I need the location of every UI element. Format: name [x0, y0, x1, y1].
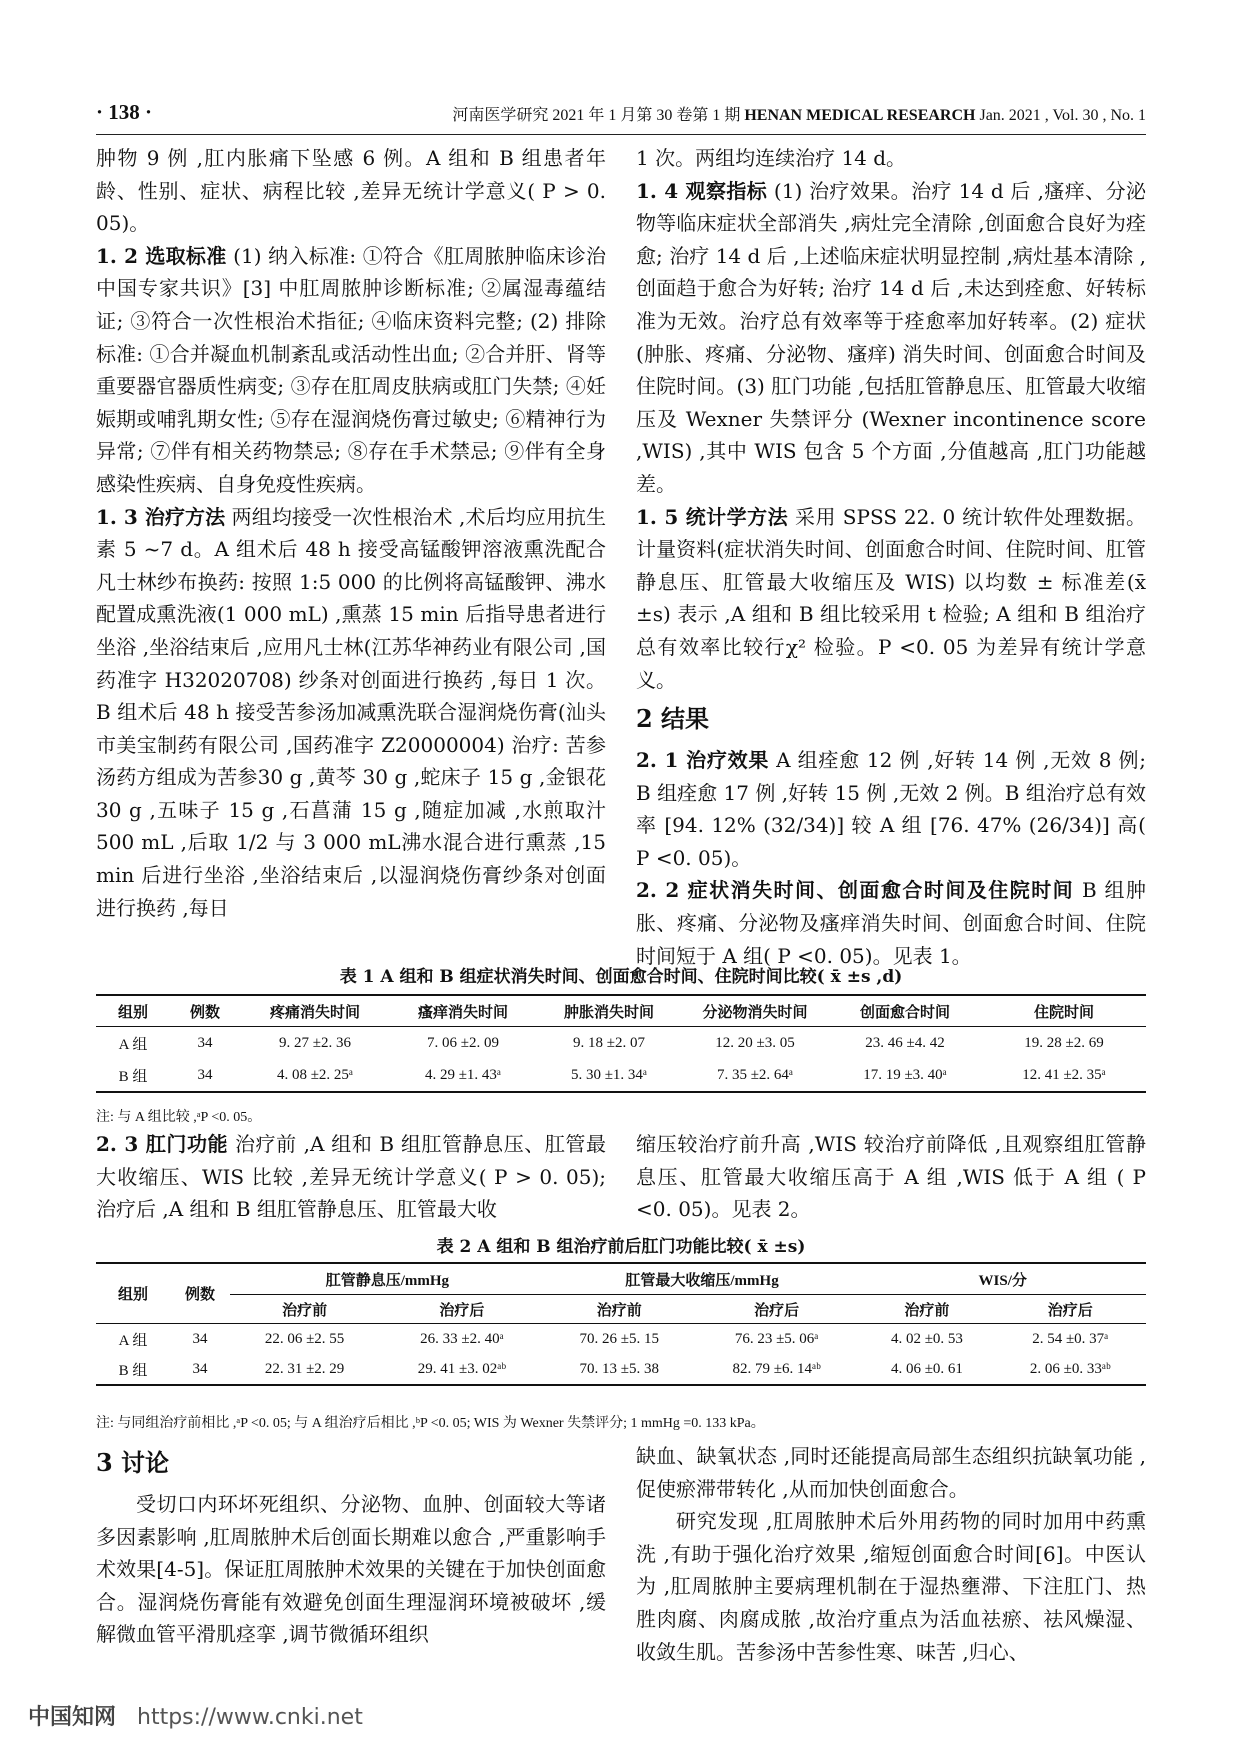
paragraph — [636, 874, 1146, 972]
subsection-heading: 1. 4 观察指标 — [636, 178, 768, 203]
table2 — [96, 1262, 1146, 1386]
subsection-heading: 2. 1 治疗效果 — [636, 748, 770, 773]
t2-n-header: 例数 — [170, 1263, 230, 1324]
table2-caption: 表 2 A 组和 B 组治疗前后肛门功能比较( x̄ ±s) — [436, 1237, 806, 1257]
table1-header-cell: 创面愈合时间 — [828, 995, 982, 1027]
table2-subheader-cell: 治疗前 — [545, 1295, 694, 1324]
cnki-logo-text: 中国知网 — [28, 1705, 117, 1730]
paragraph-text: B 组肿胀、疼痛、分泌物及瘙痒消失时间、创面愈合时间、住院时间短于 A 组( P <0. 05)。见表 1。 — [636, 878, 1146, 968]
table1-header-cell: 肿胀消失时间 — [536, 995, 682, 1027]
table1-cell: 4. 08 ±2. 25ᵃ — [240, 1059, 390, 1092]
table2-subheader-cell: 治疗后 — [379, 1295, 545, 1324]
subsection-heading: 1. 2 选取标准 — [96, 243, 227, 268]
table1-cell: 34 — [170, 1059, 240, 1092]
cnki-url: https://www.cnki.net — [137, 1705, 363, 1730]
table2-cell: 4. 02 ±0. 53 — [890, 1330, 963, 1347]
left-column — [96, 142, 606, 924]
table1-note: 注: 与 A 组比较 ,ᵃP <0. 05。 — [96, 1110, 262, 1125]
table1-header-cell: 例数 — [170, 995, 240, 1027]
paragraph-text: 两组均接受一次性根治术 ,术后均应用抗生素 5 ~7 d。A 组术后 48 h 接受高锰酸钾溶液熏洗配合凡士林纱布换药: 按照 1:5 000 的比例将高锰酸钾、沸水配置成熏洗液(1 000 mL) ,熏蒸 15 min 后指导患者进行坐浴 ,坐浴结束后 ,应用凡士林(江苏华神药业有限公司 ,国药准字 H32020708) 纱条对创面进行换药 ,每日 1 次。B 组术后 48 h 接受苦参汤加减熏洗联合湿润烧伤膏(汕头市美宝制药有限公司 ,国药准字 Z20000004) 治疗: 苦参汤药方组成为苦参30 g ,黄芩 30 g ,蛇床子 15 g ,金银花 30 g ,五味子 15 g ,石菖蒲 15 g ,随症加减 ,水煎取汁 500 mL ,后取 1/2 与 3 000 mL沸水混合进行熏蒸 ,15 min 后进行坐浴 ,坐浴结束后 ,以湿润烧伤膏纱条对创面进行换药 ,每日 — [96, 504, 606, 920]
t2-measure-wis: WIS/分 — [859, 1263, 1146, 1295]
table2-subheader-cell: 治疗后 — [994, 1295, 1146, 1324]
paragraph-text: 肿物 9 例 ,肛内胀痛下坠感 6 例。A 组和 B 组患者年龄、性别、症状、病程比较 ,差异无统计学意义( P > 0. 05)。 — [96, 146, 606, 236]
paragraph — [636, 744, 1146, 874]
table2-row — [96, 1324, 1146, 1355]
table2-subheader-cell: 治疗后 — [694, 1295, 860, 1324]
table2-cell: 76. 23 ±5. 06ᵃ — [734, 1330, 819, 1347]
discussion-heading: 3 讨论 — [96, 1448, 170, 1477]
sec23-text-right: 缩压较治疗前升高 ,WIS 较治疗前降低 ,且观察组肛管静息压、肛管最大收缩压高于 A 组 ,WIS 低于 A 组 ( P <0. 05)。见表 2。 — [636, 1132, 1146, 1222]
table1-cell: 4. 29 ±1. 43ᵃ — [390, 1059, 536, 1092]
table1-cell: 17. 19 ±3. 40ᵃ — [828, 1059, 982, 1092]
table2-cell: 2. 06 ±0. 33ᵃᵇ — [994, 1354, 1146, 1385]
table2-cell: B 组 — [96, 1354, 170, 1385]
discussion-para: 受切口内环坏死组织、分泌物、血肿、创面较大等诸多因素影响 ,肛周脓肿术后创面长期难以愈合 ,严重影响手术效果[4-5]。保证肛周脓肿术效果的关键在于加快创面愈合。湿润烧伤膏能有效避免创面生理湿润环境被破坏 ,缓解微血管平滑肌痉挛 ,调节微循环组织 — [96, 1492, 606, 1647]
journal-info — [452, 102, 1146, 125]
subsection-heading: 1. 5 统计学方法 — [636, 504, 789, 529]
paragraph-text: 采用 SPSS 22. 0 统计软件处理数据。计量资料(症状消失时间、创面愈合时间、住院时间、肛管静息压、肛管最大收缩压及 WIS) 以均数 ± 标准差(x̄ ±s) 表示 ,A 组和 B 组比较采用 t 检验; A 组和 B 组治疗总有效率比较行χ² 检验。P <0. 05 为差异有统计学意义。 — [636, 504, 1146, 692]
table2-cell: 26. 33 ±2. 40ᵃ — [420, 1330, 504, 1347]
table1-header-cell: 住院时间 — [982, 995, 1146, 1027]
table2-subheader-cell: 治疗前 — [230, 1295, 379, 1324]
subsection-heading: 2. 2 症状消失时间、创面愈合时间及住院时间 — [636, 878, 1075, 903]
cnki-watermark — [28, 1700, 363, 1731]
t2-measure-max: 肛管最大收缩压/mmHg — [545, 1263, 860, 1295]
paragraph — [96, 501, 606, 925]
table1-cell: 23. 46 ±4. 42 — [865, 1034, 945, 1051]
table2-cell: 70. 26 ±5. 15 — [579, 1330, 660, 1347]
sec23-right — [636, 1128, 1146, 1226]
table1-header-cell: 分泌物消失时间 — [682, 995, 828, 1027]
page-number: · 138 · — [96, 100, 153, 124]
discussion-left — [96, 1440, 606, 1651]
table1-cell: 7. 35 ±2. 64ᵃ — [682, 1059, 828, 1092]
right-column — [636, 142, 1146, 972]
table1-header-cell: 组别 — [96, 995, 170, 1027]
paragraph-text: (1) 治疗效果。治疗 14 d 后 ,瘙痒、分泌物等临床症状全部消失 ,病灶完全清除 ,创面愈合良好为痊愈; 治疗 14 d 后 ,上述临床症状明显控制 ,病灶基本清除 ,创面趋于愈合为好转; 治疗 14 d 后 ,未达到痊愈、好转标准为无效。治疗总有效率等于痊愈率加好转率。(2) 症状(肿胀、疼痛、分泌物、瘙痒) 消失时间、创面愈合时间及住院时间。(3) 肛门功能 ,包括肛管静息压、肛管最大收缩压及 Wexner 失禁评分 (Wexner incontinence score ,WIS) ,其中 WIS 包含 5 个方面 ,分值越高 ,肛门功能越差。 — [636, 178, 1146, 496]
table1-cell: 34 — [197, 1034, 213, 1051]
table1 — [96, 994, 1146, 1093]
discussion-para: 缺血、缺氧状态 ,同时还能提高局部生态组织抗缺氧功能 ,促使瘀滞带转化 ,从而加快创面愈合。 — [636, 1444, 1146, 1501]
paragraph-text: (1) 纳入标准: ①符合《肛周脓肿临床诊治中国专家共识》[3] 中肛周脓肿诊断标准; ②属湿毒蕴结证; ③符合一次性根治术指征; ④临床资料完整; (2) 排除标准: ①合并凝血机制紊乱或活动性出血; ②合并肝、肾等重要器官器质性病变; ③存在肛周皮肤病或肛门失禁; ④妊娠期或哺乳期女性; ⑤存在湿润烧伤膏过敏史; ⑥精神行为异常; ⑦伴有相关药物禁忌; ⑧存在手术禁忌; ⑨伴有全身感染性疾病、自身免疫性疾病。 — [96, 243, 606, 496]
paragraph — [96, 142, 606, 240]
table2-cell: 29. 41 ±3. 02ᵃᵇ — [379, 1354, 545, 1385]
running-header — [96, 100, 1146, 130]
journal-issue: Jan. 2021 , Vol. 30 , No. 1 — [979, 107, 1146, 124]
table1-header-cell: 疼痛消失时间 — [240, 995, 390, 1027]
table1-cell: A 组 — [118, 1036, 148, 1053]
table1-cell: 12. 41 ±2. 35ᵃ — [982, 1059, 1146, 1092]
t2-group-header: 组别 — [96, 1263, 170, 1324]
table1-header-cell: 瘙痒消失时间 — [390, 995, 536, 1027]
paragraph-text: 1 次。两组均连续治疗 14 d。 — [636, 146, 907, 170]
sec23-left — [96, 1128, 606, 1226]
table1-cell: 12. 20 ±3. 05 — [715, 1034, 795, 1051]
table1-cell: 19. 28 ±2. 69 — [1024, 1034, 1104, 1051]
paragraph-text: A 组痊愈 12 例 ,好转 14 例 ,无效 8 例; B 组痊愈 17 例 ,好转 15 例 ,无效 2 例。B 组治疗总有效率 [94. 12% (32/34)] 较 A 组 [76. 47% (26/34)] 高( P <0. 05)。 — [636, 748, 1146, 870]
table1-row — [96, 1059, 1146, 1092]
sec23-text-left: 治疗前 ,A 组和 B 组肛管静息压、肛管最大收缩压、WIS 比较 ,差异无统计学意义( P > 0. 05); 治疗后 ,A 组和 B 组肛管静息压、肛管最大收 — [96, 1132, 606, 1222]
paragraph — [96, 240, 606, 501]
t2-measure-rest: 肛管静息压/mmHg — [230, 1263, 545, 1295]
table1-cell: 9. 27 ±2. 36 — [279, 1034, 351, 1051]
discussion-para: 研究发现 ,肛周脓肿术后外用药物的同时加用中药熏洗 ,有助于强化治疗效果 ,缩短创面愈合时间[6]。中医认为 ,肛周脓肿主要病理机制在于湿热壅滞、下注肛门、热胜肉腐、肉腐成脓 ,故治疗重点为活血祛瘀、祛风燥湿、收敛生肌。苦参汤中苦参性寒、味苦 ,归心、 — [636, 1509, 1146, 1664]
subsection-heading: 1. 3 治疗方法 — [96, 504, 226, 529]
table2-subheader-cell: 治疗前 — [859, 1295, 994, 1324]
paragraph — [636, 501, 1146, 697]
table1-cell: 7. 06 ±2. 09 — [427, 1034, 499, 1051]
table2-cell: 70. 13 ±5. 38 — [545, 1354, 694, 1385]
table1-caption: 表 1 A 组和 B 组症状消失时间、创面愈合时间、住院时间比较( x̄ ±s ,d) — [339, 967, 903, 987]
discussion-right — [636, 1440, 1146, 1668]
table2-cell: 34 — [170, 1354, 230, 1385]
sec23-heading: 2. 3 肛门功能 — [96, 1132, 229, 1156]
table2-cell: 2. 54 ±0. 37ᵃ — [1032, 1330, 1109, 1347]
table2-cell: 82. 79 ±6. 14ᵃᵇ — [694, 1354, 860, 1385]
table2-note: 注: 与同组治疗前相比 ,ᵃP <0. 05; 与 A 组治疗后相比 ,ᵇP <0. 05; WIS 为 Wexner 失禁评分; 1 mmHg =0. 133 kPa。 — [96, 1416, 765, 1431]
section-heading: 2 结果 — [636, 704, 710, 734]
table2-cell: A 组 — [118, 1332, 148, 1349]
table1-row — [96, 1027, 1146, 1060]
table2-cell: 22. 31 ±2. 29 — [230, 1354, 379, 1385]
table1-cell: B 组 — [96, 1059, 170, 1092]
table2-cell: 22. 06 ±2. 55 — [264, 1330, 345, 1347]
table2-cell: 34 — [192, 1330, 208, 1347]
table2-cell: 4. 06 ±0. 61 — [859, 1354, 994, 1385]
table1-cell: 5. 30 ±1. 34ᵃ — [536, 1059, 682, 1092]
table2-row — [96, 1354, 1146, 1385]
journal-title-en: HENAN MEDICAL RESEARCH — [744, 107, 976, 124]
journal-title-cn: 河南医学研究 2021 年 1 月第 30 卷第 1 期 — [452, 107, 741, 124]
paragraph — [636, 175, 1146, 501]
table1-cell: 9. 18 ±2. 07 — [573, 1034, 645, 1051]
paragraph — [636, 142, 1146, 175]
header-rule — [96, 134, 1146, 135]
